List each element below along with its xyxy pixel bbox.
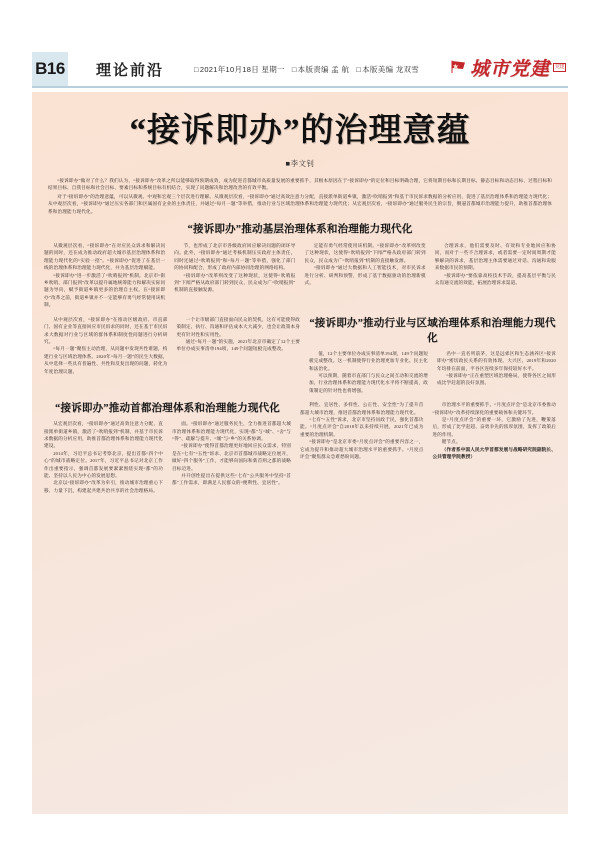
editor-name: 孟 航 [331, 64, 350, 74]
paragraph: 名中一直名列前茅，这是远郊区和生态涵养区“接诉即办”密切政民关系的有效体现。大兴区、2019年和2020年均排在前面，平谷区连续多年保持较好水平。 [437, 350, 556, 371]
paragraph: 2014年，习近平总书记考察北京，提出首都“四个中心”的城市战略定位。2017年，习近平总书记对北京工作作出重要指示，强调首都发展要紧紧围绕实现“都”的功能、坚持以人民为中心的发展思想。 [44, 450, 163, 478]
column [177, 316, 301, 394]
paragraph: “七有”“五性”诉求，北京市坚持问政于民，强化首都功能。“月度点评会”自2018年以来持续开展，2021年已成为重要的治理机制。 [300, 416, 424, 437]
section-2-heading-wrap [309, 316, 556, 394]
section-3-heading-wrap [44, 401, 291, 494]
column [44, 316, 168, 394]
issue-date: 2021年10月18日 [199, 64, 260, 74]
column [44, 420, 163, 494]
section-2-subcolumns [309, 350, 556, 394]
section-3-subcolumns [44, 420, 291, 494]
page-number-badge: B16 [32, 52, 68, 86]
intro-paragraph: “接诉即办”做对了什么？我们认为，“接诉即办”改革之所以能够取得预期成效，成为促进首都城市高质量发展的重要抓手，其根本原因在于“接诉即办”的定位和目标明确合理，它将短期目标和长期目标、静态目标和动态目标、过程目标和结果目标、自我目标和社会目标、要素目标和系统目标有机结合，实现了问题解决和治理改善的有效平衡。 [48, 178, 552, 191]
editor-label: 本版责编 [297, 64, 329, 74]
paragraph: 可以预期，随着市直部门与民众之间互动和交流的增加，行业治理体系和治理能力现代化水平将不断提高，政策制定的针对性也将增强。 [309, 372, 428, 393]
paragraph: “接诉即办”改革则改变了这种现状，这使得“吹哨报到”下闻严格从政府部门转到民众，民众成为广“吹哨报到”机制的直接触发源。 [174, 272, 296, 293]
column [433, 401, 557, 494]
section-heading: “接诉即办”推动首都治理体系和治理能力现代化 [55, 403, 280, 415]
paragraph: “接诉即办”使得首都治理更好地回应民众需求，特别是在“七有”“五性”诉求、北京市首都城市战略定位展开，做好“四个服务”工作，才能够向国际和新首则之都的战略目标迈进。 [172, 443, 291, 471]
section-3-top [44, 401, 556, 494]
page-title: “接诉即办”的治理意蕴 [129, 113, 471, 149]
paragraph: “接诉即办”要依靠高校技术手段，提高基层平衡与民众沟通交流的效能，拓展治理诉求渠道。 [434, 272, 556, 286]
column [300, 401, 424, 494]
paragraph: 市治理水平的重要抓手。“月度点评会”是北京市委推动“接诉即办”改革持续深化的重要载体和关键环节。 [432, 402, 556, 415]
editor-group [292, 65, 349, 74]
byline: ■李文钊 [285, 159, 315, 168]
issue-date-group [194, 65, 285, 74]
column [44, 242, 165, 309]
section-3 [44, 401, 556, 494]
section-name: 理论前沿 [96, 62, 165, 79]
paragraph: 从宏观层次看，“接诉即办”通过高效注意力分配，直接派单街道乡镇，激活了“吹哨报到”机制，并基于市民诉求数据的分析应用，助推首都治理体系和治理能力现代化建设。 [44, 421, 163, 449]
column [174, 242, 295, 309]
paragraph: 利性、宜居性、多样性、公正性、安全性”为了提升首都超大城市治理，推进首都治理体系和治理能力现代化。 [300, 402, 424, 415]
issue-weekday: 星期一 [261, 64, 285, 74]
paragraph: 从微观层次看，“接诉即办”在对应民众诉求和解决问题的同时，还在成为推动政府超大城市基层治理体系和治理能力现代化的“实验一招”。“接诉即办”促进了在基层一线的治理体系和治理能力现代化，并为基层治理赋能。 [44, 243, 166, 271]
paragraph: 定能有勇气经常使用该机制。“接诉即办”改革则改变了这种现状，这使得“吹哨报到”下闻严格从政府部门转到民众，民众成为广“吹哨报到”机制的直接触发源。 [304, 243, 426, 263]
paragraph: 通过“每月一题”的实施，2021年北京市确定了12个主要单位办成实事清单194项，149个问题短板完成整改。 [176, 338, 300, 352]
intro-paragraph: 对于“接诉即办”的治理意蕴，可以从微观、中观和宏观三个层次进行理解。从微观层次看，“接诉即办”通过高效注意力分配，直接派单街道乡镇，激活“吹哨报到”和基于市民诉求数据的分析应用，促进了基层治理体系和治理能力现代化；从中观层次看，“接诉即办”通过压实各部门和区属国有企业的主体责任，并通过“每月一题”等举措，推动行业与区域治理体系和治理能力现代化；从宏观层次看，“接诉即办”通过服务民生的宗旨，倒逼首都城市治理能力提升，助推首都治理体系和治理能力现代化。 [48, 193, 552, 214]
column [309, 350, 428, 394]
paragraph: 值，12个主要单位办成实事清单194项，149个问题短板完成整改。这一机制使得行业治理更加专业化、民主化和法治化。 [309, 350, 428, 371]
issue-meta [194, 64, 451, 75]
section-2 [44, 316, 556, 394]
brand-name: 城市党建 [469, 58, 550, 80]
brand-logo [451, 54, 566, 81]
paragraph: 节，也形成了北京市各级政府回应解决问题的闭环导向。此外，“接诉即办”通过考核机制压实政府主体责任，同时还通过“吹哨报到”和“每月一题”等举措，强化了部门的协同和配合，形成了政府内部协同治理的网络结构。 [174, 243, 296, 271]
column [172, 420, 291, 494]
box-mark-icon: □ [291, 64, 297, 74]
designer-name: 龙双雪 [395, 64, 420, 74]
designer-label: 本版美编 [362, 64, 394, 74]
intro-block [44, 177, 556, 215]
paragraph: “每月一题”聚焦主动治理，从问题中发现共性难题，构建行业与区域治理体系。2020年“每月一题”的民生大数据，从中选择一些具有普遍性、共性和反复出现的问题，转化为年度治理议题。 [44, 346, 168, 374]
section-1-columns [44, 242, 556, 309]
paragraph: 面。“接诉即办”通过服务民生，全力推进首都超大城市治理体系和治理能力现代化，实现“都”与“城”、“舍”与“得”、疏解与提升、“城”与“乡”的关系协调。 [172, 421, 291, 441]
paragraph: “接诉即办”通过大数据和人工智能技术，对市民诉求进行分析、研判和预警，形成了基于数据驱动的治理新模式。 [304, 265, 426, 286]
paragraph: 一个让市级部门直接面向民众的契机，这有可能使得政策制定、执行、沟通和评估成本大大减少，也会让政策本身更有针对性和实用性。 [176, 316, 300, 337]
box-mark-icon: □ [194, 64, 199, 74]
paragraph: 合理诉求，他们需要及时、有效和专业地回应和协同，而对于一些不合理诉求，或者需要一定时间周期才能够解决的诉求，基层治理主体需要通过对话、沟通和说服来数据市民的预期。 [434, 243, 556, 271]
section-heading: “接诉即办”推动行业与区域治理体系和治理能力现代化 [309, 317, 556, 344]
paragraph: “接诉即办”进一步激活了“吹哨报到”机制。北京市“街乡吹哨、部门报到”改革以提升属地统筹能力和解决实际问题为导向，赋予街道乡镇更多的治理自主权。在“接诉即办”改革之前，街道乡镇并不一定能够有勇气经常使用该机制。 [44, 272, 166, 308]
article-body [32, 92, 568, 814]
masthead [32, 52, 568, 88]
paragraph: 并开创性提出在提供这些“七有”公共服务中坚持“首都”工作需求，即满足人民群众的“便利性、宜居性”。 [172, 472, 291, 486]
section-2-top [44, 316, 556, 394]
designer-group [356, 65, 419, 74]
paragraph: “接诉即办”是北京市委“月度点评会”的重要内容之一，它成为提升和推动超大城市治理水平的重要抓手。“月度点评会”聚焦群众急难愁盼问题。 [300, 439, 424, 459]
paragraph: 从中观层次看，“接诉即办”在推动区级政府、市直部门、国有企业等直接回应市民诉求的同时，还在基于市民诉求大数据对行业与区域的群体系和制度性问题进行分析研究。 [44, 316, 168, 344]
column [435, 242, 556, 309]
column [305, 242, 426, 309]
paragraph: 是“月度点评会”的重要一环，它激励了先进，鞭策落后，形成了比学赶超、奋勇争先的浓厚氛围，发挥了政策后进的作用。 [432, 416, 556, 437]
paragraph: 北京以“接诉即办”改革为牵引，推动城市治理重心下移、力量下沉，构建起共建共治共享的社会治理格局。 [44, 480, 163, 493]
paragraph: “接诉即办”正在重塑区域治理格局，使得各区之间形成比学赶超的良好氛围。 [437, 372, 556, 386]
box-mark-icon: □ [356, 64, 362, 74]
section-1 [44, 222, 556, 309]
paragraph: 键节点。 [441, 439, 461, 445]
brand-badge: 党建 [554, 63, 564, 70]
author-note: （作者系中国人民大学首都发展与战略研究院副院长、公共管理学院教授） [432, 446, 556, 459]
column [437, 350, 556, 394]
section-heading: “接诉即办”推动基层治理体系和治理能力现代化 [187, 224, 413, 236]
party-flag-icon [451, 60, 466, 74]
